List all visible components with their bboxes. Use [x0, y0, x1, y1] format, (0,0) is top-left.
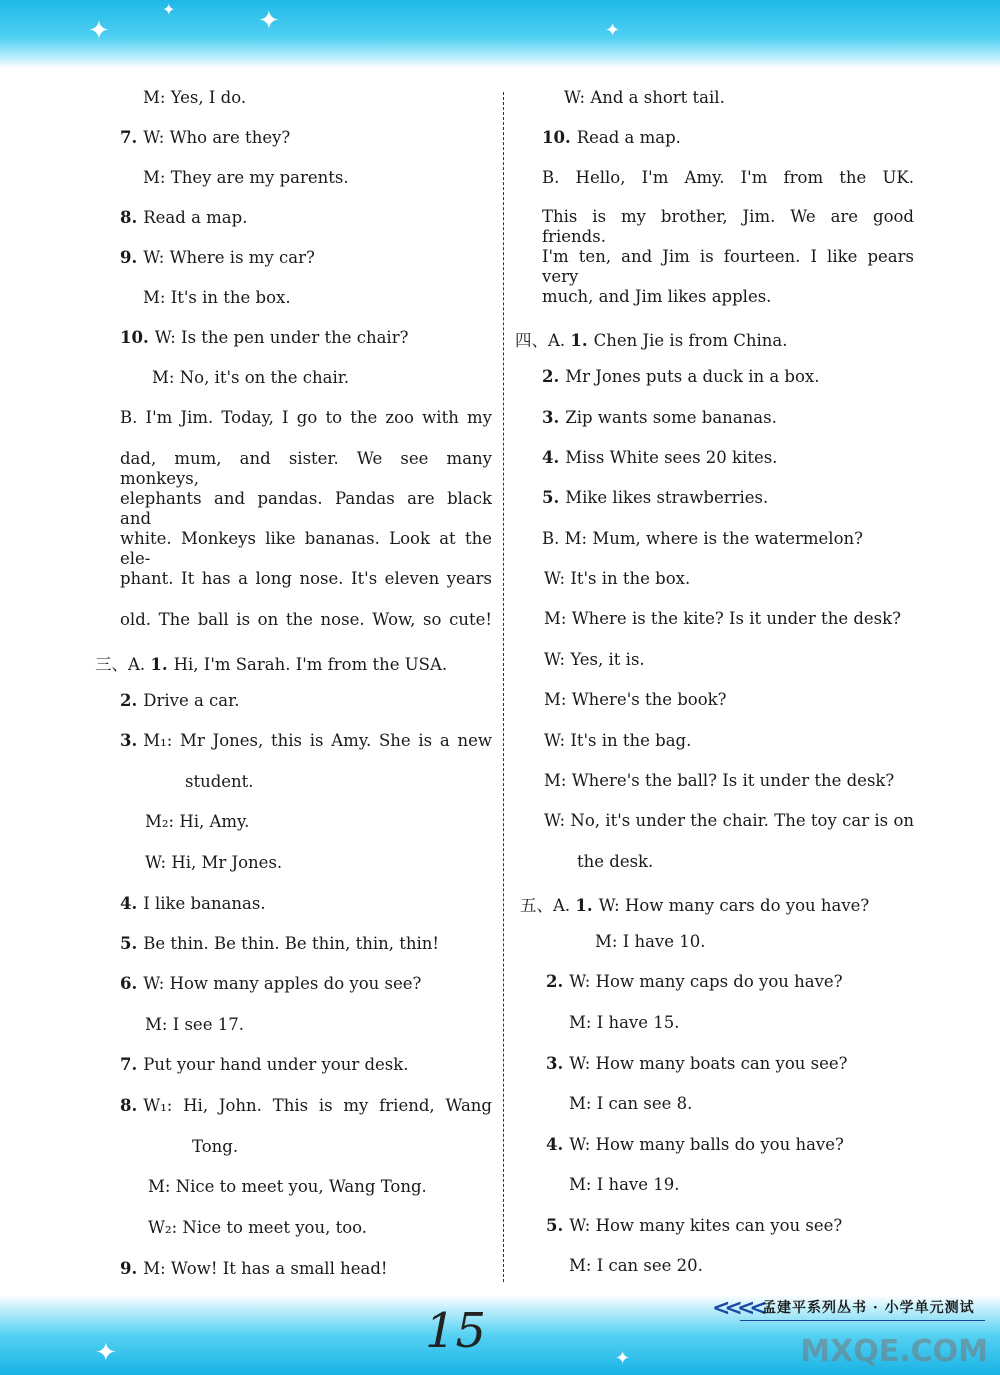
line-text: Mr Jones puts a duck in a box. — [565, 367, 820, 386]
item-number: 1. — [570, 331, 588, 350]
text-line — [120, 691, 239, 711]
text-line — [569, 1094, 692, 1114]
section-label: 五、A. — [520, 896, 576, 915]
line-text: W₁: Hi, John. This is my friend, Wang — [143, 1096, 492, 1115]
line-text: Zip wants some bananas. — [565, 408, 777, 427]
text-line — [120, 489, 492, 529]
item-number: 3. — [546, 1054, 564, 1073]
text-line — [546, 972, 843, 992]
text-line — [148, 1177, 427, 1197]
line-text: M: I can see 8. — [569, 1094, 693, 1113]
text-line — [120, 610, 492, 630]
line-text: W: Hi, Mr Jones. — [145, 853, 283, 872]
section-heading — [515, 327, 787, 351]
line-text: Hi, I'm Sarah. I'm from the USA. — [173, 655, 448, 674]
item-number: 8. — [120, 1096, 138, 1115]
text-line — [120, 934, 439, 954]
text-line — [120, 1259, 388, 1279]
line-text: W: How many balls do you have? — [569, 1135, 844, 1154]
text-line — [569, 1013, 680, 1033]
text-line — [185, 772, 254, 792]
line-text: white. Monkeys like bananas. Look at the ele- — [120, 529, 492, 568]
watermark: MXQE.COM — [800, 1334, 988, 1369]
line-text: M₂: Hi, Amy. — [145, 812, 250, 831]
sparkle-icon: ✦ — [605, 20, 621, 41]
item-number: 8. — [120, 208, 138, 227]
line-text: W: How many caps do you have? — [569, 972, 843, 991]
item-number: 5. — [546, 1216, 564, 1235]
text-line — [120, 1096, 492, 1116]
item-number: 6. — [120, 974, 138, 993]
line-text: M: They are my parents. — [143, 168, 349, 187]
text-line — [542, 287, 771, 307]
line-text: Put your hand under your desk. — [143, 1055, 409, 1074]
line-text: Tong. — [192, 1137, 239, 1156]
page-number: 15 — [425, 1303, 487, 1359]
text-line — [569, 1256, 703, 1276]
item-number: 10. — [542, 128, 571, 147]
line-text: Miss White sees 20 kites. — [565, 448, 778, 467]
line-text: W: How many apples do you see? — [143, 974, 422, 993]
line-text: W: Who are they? — [143, 128, 291, 147]
text-line — [148, 1218, 367, 1238]
line-text: W: It's in the box. — [544, 569, 691, 588]
text-line — [120, 328, 408, 348]
line-text: B. I'm Jim. Today, I go to the zoo with my — [120, 408, 492, 427]
sparkle-icon: ✦ — [95, 1338, 117, 1368]
text-line — [145, 1015, 244, 1035]
text-line — [544, 811, 914, 831]
sparkle-icon: ✦ — [162, 0, 176, 19]
text-line — [595, 932, 706, 952]
line-text: I like bananas. — [143, 894, 266, 913]
line-text: W₂: Nice to meet you, too. — [148, 1218, 368, 1237]
arrow-icon: <<<< — [712, 1295, 762, 1321]
item-number: 4. — [546, 1135, 564, 1154]
line-text: W: How many boats can you see? — [569, 1054, 848, 1073]
item-number: 7. — [120, 1055, 138, 1074]
item-number: 10. — [120, 328, 149, 347]
line-text: dad, mum, and sister. We see many monkeys, — [120, 449, 492, 488]
line-text: M: Yes, I do. — [143, 88, 247, 107]
line-text: Read a map. — [143, 208, 248, 227]
text-line — [542, 128, 681, 148]
text-line — [542, 529, 863, 549]
line-text: M: No, it's on the chair. — [152, 368, 350, 387]
text-line — [546, 1054, 848, 1074]
line-text: M: Nice to meet you, Wang Tong. — [148, 1177, 427, 1196]
footer-rule — [740, 1320, 985, 1321]
text-line — [145, 812, 249, 832]
line-text: student. — [185, 772, 254, 791]
section-heading — [520, 892, 869, 916]
line-text: W: Where is my car? — [143, 248, 315, 267]
text-line — [577, 852, 653, 872]
item-number: 2. — [120, 691, 138, 710]
sparkle-icon: ✦ — [615, 1348, 631, 1369]
line-text: elephants and pandas. Pandas are black and — [120, 489, 492, 528]
sparkle-icon: ✦ — [88, 16, 110, 46]
line-text: M: I can see 20. — [569, 1256, 703, 1275]
column-divider — [503, 92, 504, 1282]
text-line — [544, 650, 645, 670]
text-line — [143, 168, 349, 188]
text-line — [542, 367, 819, 387]
text-line — [542, 448, 777, 468]
line-text: M₁: Mr Jones, this is Amy. She is a new — [143, 731, 492, 750]
text-line — [192, 1137, 238, 1157]
text-line — [544, 690, 727, 710]
line-text: M: It's in the box. — [143, 288, 291, 307]
line-text: W: How many cars do you have? — [598, 896, 870, 915]
text-line — [120, 208, 247, 228]
text-line — [542, 207, 914, 247]
item-number: 5. — [542, 488, 560, 507]
item-number: 7. — [120, 128, 138, 147]
line-text: M: I have 15. — [569, 1013, 680, 1032]
text-line — [544, 569, 690, 589]
item-number: 3. — [120, 731, 138, 750]
text-line — [546, 1135, 844, 1155]
item-number: 9. — [120, 248, 138, 267]
text-line — [120, 974, 421, 994]
line-text: the desk. — [577, 852, 654, 871]
section-label: 三、A. — [95, 655, 151, 674]
item-number: 3. — [542, 408, 560, 427]
item-number: 4. — [542, 448, 560, 467]
item-number: 1. — [150, 655, 168, 674]
text-line — [145, 853, 282, 873]
text-line — [120, 569, 492, 589]
item-number: 2. — [542, 367, 560, 386]
line-text: I'm ten, and Jim is fourteen. I like pears very — [542, 247, 914, 286]
text-line — [120, 894, 266, 914]
line-text: B. M: Mum, where is the watermelon? — [542, 529, 863, 548]
line-text: Drive a car. — [143, 691, 240, 710]
line-text: Chen Jie is from China. — [593, 331, 788, 350]
line-text: Be thin. Be thin. Be thin, thin, thin! — [143, 934, 440, 953]
text-line — [120, 529, 492, 569]
text-line — [542, 168, 914, 188]
line-text: W: Is the pen under the chair? — [154, 328, 409, 347]
text-line — [143, 88, 246, 108]
line-text: W: No, it's under the chair. The toy car is on — [544, 811, 914, 830]
text-line — [120, 1055, 409, 1075]
item-number: 2. — [546, 972, 564, 991]
item-number: 5. — [120, 934, 138, 953]
line-text: Read a map. — [576, 128, 681, 147]
text-line — [544, 731, 691, 751]
item-number: 4. — [120, 894, 138, 913]
line-text: M: Where's the ball? Is it under the desk? — [544, 771, 895, 790]
line-text: M: Where is the kite? Is it under the desk? — [544, 609, 901, 628]
text-line — [564, 88, 725, 108]
text-line — [152, 368, 349, 388]
top-decorative-band — [0, 0, 1000, 68]
line-text: This is my brother, Jim. We are good friends. — [542, 207, 914, 246]
text-line — [120, 731, 492, 751]
item-number: 1. — [575, 896, 593, 915]
line-text: W: And a short tail. — [564, 88, 725, 107]
line-text: M: I have 19. — [569, 1175, 680, 1194]
line-text: M: I see 17. — [145, 1015, 244, 1034]
text-line — [143, 288, 291, 308]
line-text: Mike likes strawberries. — [565, 488, 769, 507]
line-text: B. Hello, I'm Amy. I'm from the UK. — [542, 168, 914, 187]
text-line — [120, 408, 492, 428]
line-text: old. The ball is on the nose. Wow, so cute! — [120, 610, 492, 629]
text-line — [120, 248, 315, 268]
item-number: 9. — [120, 1259, 138, 1278]
line-text: M: Wow! It has a small head! — [143, 1259, 388, 1278]
line-text: W: How many kites can you see? — [569, 1216, 843, 1235]
text-line — [542, 247, 914, 287]
section-label: 四、A. — [515, 331, 571, 350]
line-text: M: I have 10. — [595, 932, 706, 951]
section-heading — [95, 651, 447, 675]
sparkle-icon: ✦ — [258, 6, 280, 36]
text-line — [569, 1175, 680, 1195]
text-line — [542, 408, 777, 428]
line-text: M: Where's the book? — [544, 690, 727, 709]
line-text: phant. It has a long nose. It's eleven years — [120, 569, 492, 588]
series-title: 孟建平系列丛书 · 小学单元测试 — [762, 1300, 975, 1316]
text-line — [542, 488, 768, 508]
line-text: W: It's in the bag. — [544, 731, 692, 750]
text-line — [120, 449, 492, 489]
text-line — [120, 128, 290, 148]
text-line — [546, 1216, 842, 1236]
line-text: much, and Jim likes apples. — [542, 287, 772, 306]
text-line — [544, 771, 894, 791]
line-text: W: Yes, it is. — [544, 650, 645, 669]
text-line — [544, 609, 901, 629]
